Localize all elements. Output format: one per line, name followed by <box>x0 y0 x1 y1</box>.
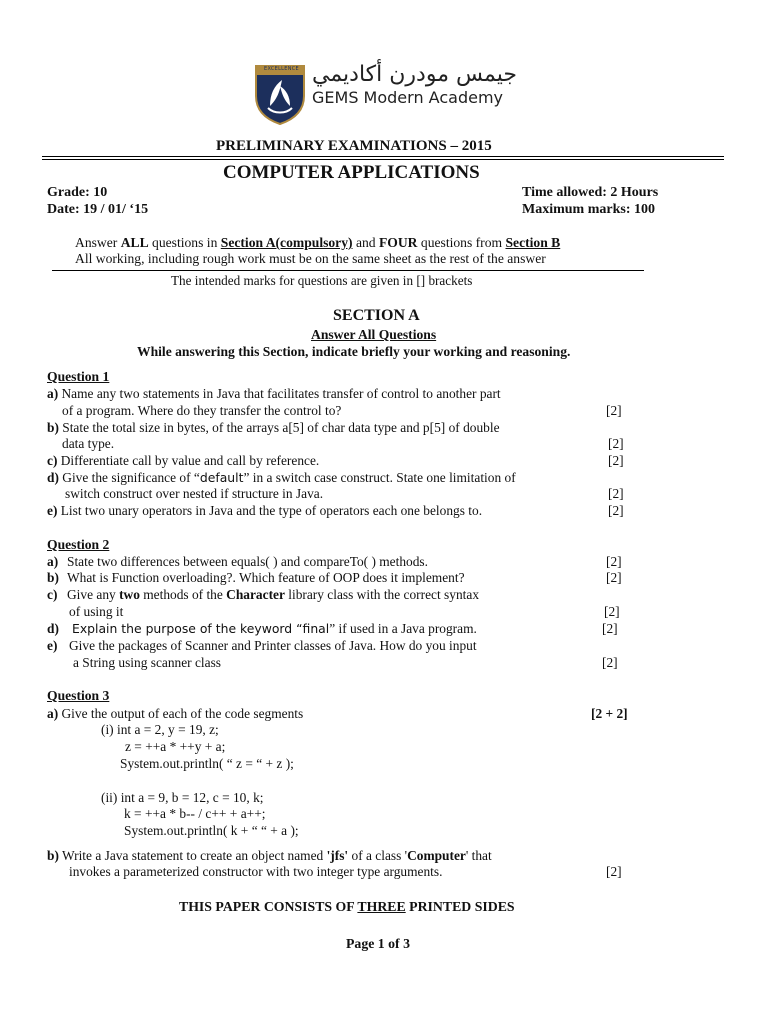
q2-c-line2: of using it <box>69 604 124 619</box>
time-allowed: Time allowed: 2 Hours <box>522 185 659 200</box>
q1-d-mark: [2] <box>608 486 624 501</box>
instruction-line-1: Answer ALL questions in Section A(compulsory) and FOUR questions from Section B <box>75 235 561 250</box>
q2-e-mark: [2] <box>602 655 618 670</box>
q2-e: Give the packages of Scanner and Printer classes of Java. How do you input <box>69 638 477 653</box>
grade: Grade: 10 <box>47 185 108 200</box>
header-rule-top <box>42 156 724 157</box>
q2-a-label: a) <box>47 554 59 569</box>
exam-date: Date: 19 / 01/ ‘15 <box>47 202 149 217</box>
q1-a-line2: of a program. Where do they transfer the control to? <box>62 403 342 418</box>
section-a-title: SECTION A <box>333 307 420 324</box>
max-marks: Maximum marks: 100 <box>522 202 655 217</box>
q2-a: State two differences between equals( ) and compareTo( ) methods. <box>67 554 428 569</box>
question-2-title: Question 2 <box>47 537 110 552</box>
q2-c-label: c) <box>47 587 58 602</box>
code-2-line-2: k = ++a * b-- / c++ + a++; <box>124 806 266 821</box>
code-1-line-3: System.out.println( “ z = “ + z ); <box>120 756 294 771</box>
q1-d: d) Give the significance of “default” in a switch case construct. State one limitation of <box>47 470 516 485</box>
crest-text: EXCELLENCE <box>264 66 299 72</box>
q2-b-label: b) <box>47 570 59 585</box>
q2-e-label: e) <box>47 638 58 653</box>
q2-a-mark: [2] <box>606 554 622 569</box>
q1-b-line2: data type. <box>62 436 115 451</box>
q2-b-mark: [2] <box>606 570 622 585</box>
q3-b: b) Write a Java statement to create an object named 'jfs' of a class 'Computer' that <box>47 848 492 863</box>
subject-title: COMPUTER APPLICATIONS <box>223 162 480 183</box>
q1-b-mark: [2] <box>608 436 624 451</box>
q1-c: c) Differentiate call by value and call by reference. <box>47 453 320 468</box>
q2-c: Give any two methods of the Character library class with the correct syntax <box>67 587 480 602</box>
instructions-rule <box>52 270 644 271</box>
school-name-arabic: جيمس مودرن أكاديمي <box>312 62 517 87</box>
q2-d-mark: [2] <box>602 621 618 636</box>
school-logo <box>252 62 308 126</box>
q1-c-mark: [2] <box>608 453 624 468</box>
section-a-subtitle: Answer All Questions <box>311 327 437 342</box>
q2-c-mark: [2] <box>604 604 620 619</box>
instruction-line-2: All working, including rough work must be on the same sheet as the rest of the answer <box>75 251 546 266</box>
page-number: Page 1 of 3 <box>346 936 410 951</box>
instruction-line-3: The intended marks for questions are given in [] brackets <box>171 273 473 288</box>
code-2-line-3: System.out.println( k + “ “ + a ); <box>124 823 299 838</box>
question-1-title: Question 1 <box>47 369 110 384</box>
code-1-line-2: z = ++a * ++y + a; <box>125 739 226 754</box>
q2-d-label: d) <box>47 621 59 636</box>
q3-b-mark: [2] <box>606 864 622 879</box>
code-1-line-1: (i) int a = 2, y = 19, z; <box>101 722 219 737</box>
q3-b-line2: invokes a parameterized constructor with two integer type arguments. <box>69 864 443 879</box>
q1-e: e) List two unary operators in Java and the type of operators each one belongs to. <box>47 503 483 518</box>
q2-e-line2: a String using scanner class <box>73 655 222 670</box>
q1-a: a) Name any two statements in Java that facilitates transfer of control to another part <box>47 386 501 401</box>
paper-sides-note: THIS PAPER CONSISTS OF THREE PRINTED SIDES <box>179 899 515 914</box>
q1-d-line2: switch construct over nested if structure in Java. <box>65 486 324 501</box>
q2-d: Explain the purpose of the keyword “final” if used in a Java program. <box>72 621 477 636</box>
code-2-line-1: (ii) int a = 9, b = 12, c = 10, k; <box>101 790 264 805</box>
question-3-title: Question 3 <box>47 688 110 703</box>
q1-a-mark: [2] <box>606 403 622 418</box>
school-name: GEMS Modern Academy <box>312 88 503 107</box>
q3-a: a) Give the output of each of the code segments <box>47 706 304 721</box>
exam-title: PRELIMINARY EXAMINATIONS – 2015 <box>216 138 492 154</box>
header-rule-bottom <box>42 159 724 160</box>
q2-b: What is Function overloading?. Which feature of OOP does it implement? <box>67 570 465 585</box>
q3-a-mark: [2 + 2] <box>591 706 628 721</box>
q1-b: b) State the total size in bytes, of the arrays a[5] of char data type and p[5] of double <box>47 420 500 435</box>
section-a-note: While answering this Section, indicate briefly your working and reasoning. <box>137 344 571 359</box>
q1-e-mark: [2] <box>608 503 624 518</box>
